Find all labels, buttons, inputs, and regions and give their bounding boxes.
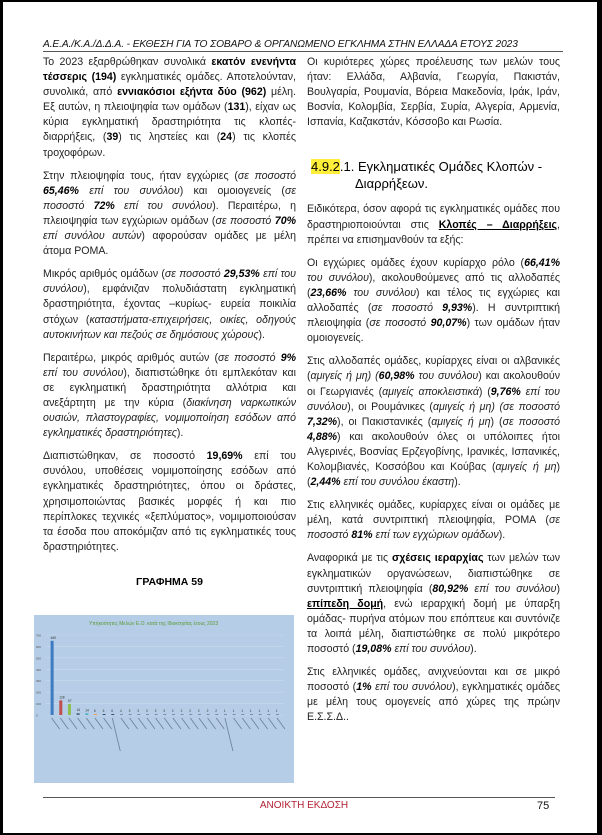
chart-bar — [51, 641, 54, 715]
paragraph-foreign-groups: Στις αλλοδαπές ομάδες, κυρίαρχες είναι οι αλβανικές (αμιγείς ή μη) (60,98% του συνόλου) και ακολουθούν οι Γεωργιανές (αμιγείς αποκλειστικά) (9,76% επί του συνόλου), οι Ρουμάνικες (αμιγείς ή μη) (σε ποσοστό 7,32%), οι Πακιστανικές (αμιγείς ή μη) (σε ποσοστό 4,88%) και ακολουθούν όλες οι υπόλοιπες ήτοι Αλγερινές, Βοσνίας Ερζεγοβίνης, Ιρανικές, Ισπανικές, Κολομβιανές, Κοσσόβου και Κούβας (αμιγείς ή μη) (2,44% επί του συνόλου έκαστη). — [307, 355, 560, 489]
chart-bar — [103, 714, 106, 715]
svg-text:1: 1 — [232, 709, 235, 713]
svg-text:500: 500 — [36, 656, 42, 661]
svg-text:4: 4 — [119, 709, 122, 713]
svg-text:1: 1 — [241, 709, 244, 713]
paragraph-countries: Οι κυριότερες χώρες προέλευσης των μελών τους ήταν: Ελλάδα, Αλβανία, Γεωργία, Πακιστάν, Βουλγαρία, Ρουμανία, Βόρεια Μακεδονία, Ιράκ, Ιράν, Βοσνία, Κολομβία, Σερβία, Συρία, Αλγερία, Αρμενία, Ισπανία, Καζακστάν, Κόσσοβο και Ρωσία. — [307, 56, 560, 129]
footer-label: ΑΝΟΙΚΤΗ ΕΚΔΟΣΗ — [259, 800, 349, 811]
paragraph-domestic-role: Οι εγχώριες ομάδες έχουν κυρίαρχο ρόλο (66,41% του συνόλου), ακολουθούμενες από τις αλλοδαπές (23,66% του συνόλου) και τέλος τις εγχώριες και αλλοδαπές (σε ποσοστό 9,93%). Η συντριπτική πλειοψηφία (σε ποσοστό 90,07%) των ομάδων ήταν ομοιογενείς. — [307, 256, 561, 345]
running-header: Α.Ε.Α./Κ.Α./Δ.Δ.Α. - ΕΚΘΕΣΗ ΓΙΑ ΤΟ ΣΟΒΑΡΟ & ΟΡΓΑΝΩΜΕΝΟ ΕΓΚΛΗΜΑ ΣΤΗΝ ΕΛΛΑΔΑ ΕΤΟΥΣ 2023 — [43, 39, 563, 52]
right-column — [307, 55, 560, 733]
svg-text:1: 1 — [258, 709, 261, 713]
chart-plot — [34, 615, 294, 783]
svg-text:2: 2 — [180, 709, 183, 713]
chart-bar — [163, 714, 166, 715]
chart-bar — [207, 714, 210, 715]
svg-text:100: 100 — [36, 702, 42, 707]
chart-title: Υπηκοότητες Μελών Ε.Ο. κατά της Ιδιοκτησίας έτους 2023 — [89, 621, 219, 627]
svg-text:14: 14 — [85, 708, 89, 713]
svg-text:2: 2 — [215, 709, 218, 713]
svg-text:400: 400 — [36, 667, 42, 672]
svg-text:1: 1 — [223, 709, 226, 713]
svg-text:3: 3 — [128, 709, 131, 713]
chart-bar — [172, 714, 175, 715]
chart-bar — [276, 714, 279, 715]
page-number: 75 — [537, 800, 550, 812]
chart-bar — [155, 714, 158, 715]
chart-bar — [250, 714, 253, 715]
svg-text:3: 3 — [154, 709, 157, 713]
paragraph-hierarchy: Αναφορικά με τις σχέσεις ιεραρχίας των μελών των εγκληματικών οργανώσεων, διαπιστώθηκε σε συντριπτική πλειοψηφία (80,92% επί του συνόλου) επίπεδη δομή, ενώ ιεραρχική δομή με ύπαρξη ομάδας- πυρήνα ατόμων που επόπτευε και συντόνιζε τα λοιπά μέλη, διαπιστώθηκε σε πολύ μικρότερο ποσοστό (19,08% επί του συνόλου). — [307, 552, 561, 655]
chart-bar — [189, 714, 192, 715]
left-column — [43, 55, 296, 597]
chart-bar — [137, 714, 140, 715]
paragraph-domestic: Στην πλειοψηφία τους, ήταν εγχώριες (σε ποσοστό 65,46% επί του συνόλου) και ομοιογενείς (σε ποσοστό 72% επί του συνόλου). Περαιτέρω, η πλειοψηφία των εγχώριων ομάδων (σε ποσοστό 70% επί συνόλου αυτών) αφορούσαν ομάδες με μέλη άτομα ΡΟΜΑ. — [43, 169, 296, 258]
chart-bar — [68, 704, 71, 715]
paragraph-groups-summary: Το 2023 εξαρθρώθηκαν συνολικά εκατόν ενενήντα τέσσερις (194) εγκληματικές ομάδες. Αποτελούνταν, συνολικά, από εννιακόσιοι εξήντα δύο (962) μέλη. Εξ αυτών, η πλειοψηφία των ομάδων (131), είχαν ως κύρια εγκληματική δραστηριότητα τις κλοπές-διαρρήξεις, (39) τις ληστείες και (24) τις κλοπές τροχοφόρων. — [43, 56, 297, 159]
paragraph-greek-roma: Στις ελληνικές ομάδες, κυρίαρχες είναι οι ομάδες με μέλη, κατά συντριπτική πλειοψηφία, ΡΟΜΑ (σε ποσοστό 81% επί των εγχώριων ομάδων). — [307, 499, 560, 542]
svg-text:1: 1 — [275, 709, 278, 713]
svg-text:1: 1 — [267, 709, 270, 713]
paragraph-ussr: Στις ελληνικές ομάδες, ανιχνεύονται και σε μικρό ποσοστό (1% επί του συνόλου), εγκληματικές ομάδες με μέλη τους ομογενείς από χώρες της πρώην Ε.Σ.Σ.Δ.. — [307, 666, 560, 724]
svg-text:200: 200 — [36, 690, 42, 695]
svg-text:1: 1 — [249, 709, 252, 713]
chart-bar — [241, 714, 244, 715]
paragraph-intro: Ειδικότερα, όσον αφορά τις εγκληματικές ομάδες που δραστηριοποιούνται στις Κλοπές – Διαρρήξεις, πρέπει να επισημανθούν τα εξής: — [307, 203, 560, 246]
svg-text:300: 300 — [36, 679, 42, 684]
svg-text:128: 128 — [59, 695, 65, 700]
svg-text:3: 3 — [145, 709, 148, 713]
chart-bar — [111, 714, 114, 715]
chart-bar — [198, 714, 201, 715]
section-heading: 4.9.2.1. Εγκληματικές Ομάδες Κλοπών - Διαρρήξεων. — [311, 159, 543, 192]
chart-bar — [59, 700, 62, 715]
svg-text:3: 3 — [137, 709, 140, 713]
svg-text:6: 6 — [93, 709, 96, 713]
chart-bar — [146, 714, 149, 715]
footer-divider — [43, 797, 555, 798]
svg-text:2: 2 — [197, 709, 200, 713]
bar-chart — [34, 615, 294, 783]
svg-text:649: 649 — [50, 635, 56, 640]
paragraph-multidimensional: Μικρός αριθμός ομάδων (σε ποσοστό 29,53% επί του συνόλου), εμφάνιζαν πολυδιάστατη εγκληματική δραστηριότητα, έχοντας –κυρίως- ευρεία ποικιλία στόχων (καταστήματα-επιχειρήσεις, οικίες, οδηγούς αυτοκινήτων και πεζούς σε δημόσιους χώρους). — [43, 268, 296, 341]
chart-bar — [129, 714, 132, 715]
section-number-highlight: 4.9.2 — [311, 159, 340, 175]
chart-bar — [259, 714, 262, 715]
chart-bar — [181, 714, 184, 715]
svg-text:600: 600 — [36, 644, 42, 649]
chart-bar — [215, 714, 218, 715]
svg-text:6: 6 — [111, 709, 114, 713]
chart-bar — [233, 714, 236, 715]
svg-text:2: 2 — [189, 709, 192, 713]
chart-bar — [94, 714, 97, 715]
chart-bar — [267, 714, 270, 715]
svg-text:6: 6 — [102, 709, 105, 713]
svg-text:2: 2 — [206, 709, 209, 713]
document-page — [3, 2, 597, 833]
chart-bar — [224, 714, 227, 715]
svg-text:16: 16 — [76, 708, 81, 713]
chart-bar — [85, 713, 88, 715]
chart-bar — [120, 714, 123, 715]
svg-text:97: 97 — [67, 698, 72, 703]
paragraph-money-laundering: Διαπιστώθηκαν, σε ποσοστό 19,69% επί του συνόλου, υποθέσεις νομιμοποίησης εσόδων από εγκληματικές δραστηριότητες, όπου οι δράστες, χρησιμοποιώντας βασικές μορφές ή και πιο περίπλοκες τεχνικές «ξεπλύματος», νομιμοποιούσαν τα έσοδα που αποκόμιζαν από τις εγκληματικές τους δραστηριότητες. — [43, 450, 296, 553]
chart-bar — [77, 713, 80, 715]
paragraph-other-activity: Περαιτέρω, μικρός αριθμός αυτών (σε ποσοστό 9% επί του συνόλου), διαπιστώθηκε ότι εμπλεκόταν και σε εγκληματική δραστηριότητα αλλότρια και ανεξάρτητη με την κύρια (διακίνηση ναρκωτικών ουσιών, πλαστογραφίες, νομιμοποίηση εσόδων από εγκληματικές δραστηριότητες). — [43, 351, 296, 440]
figure-label: ΓΡΑΦΗΜΑ 59 — [136, 575, 203, 588]
svg-text:0: 0 — [36, 713, 38, 718]
svg-text:700: 700 — [36, 633, 42, 638]
svg-text:3: 3 — [163, 709, 166, 713]
svg-text:2: 2 — [171, 709, 174, 713]
